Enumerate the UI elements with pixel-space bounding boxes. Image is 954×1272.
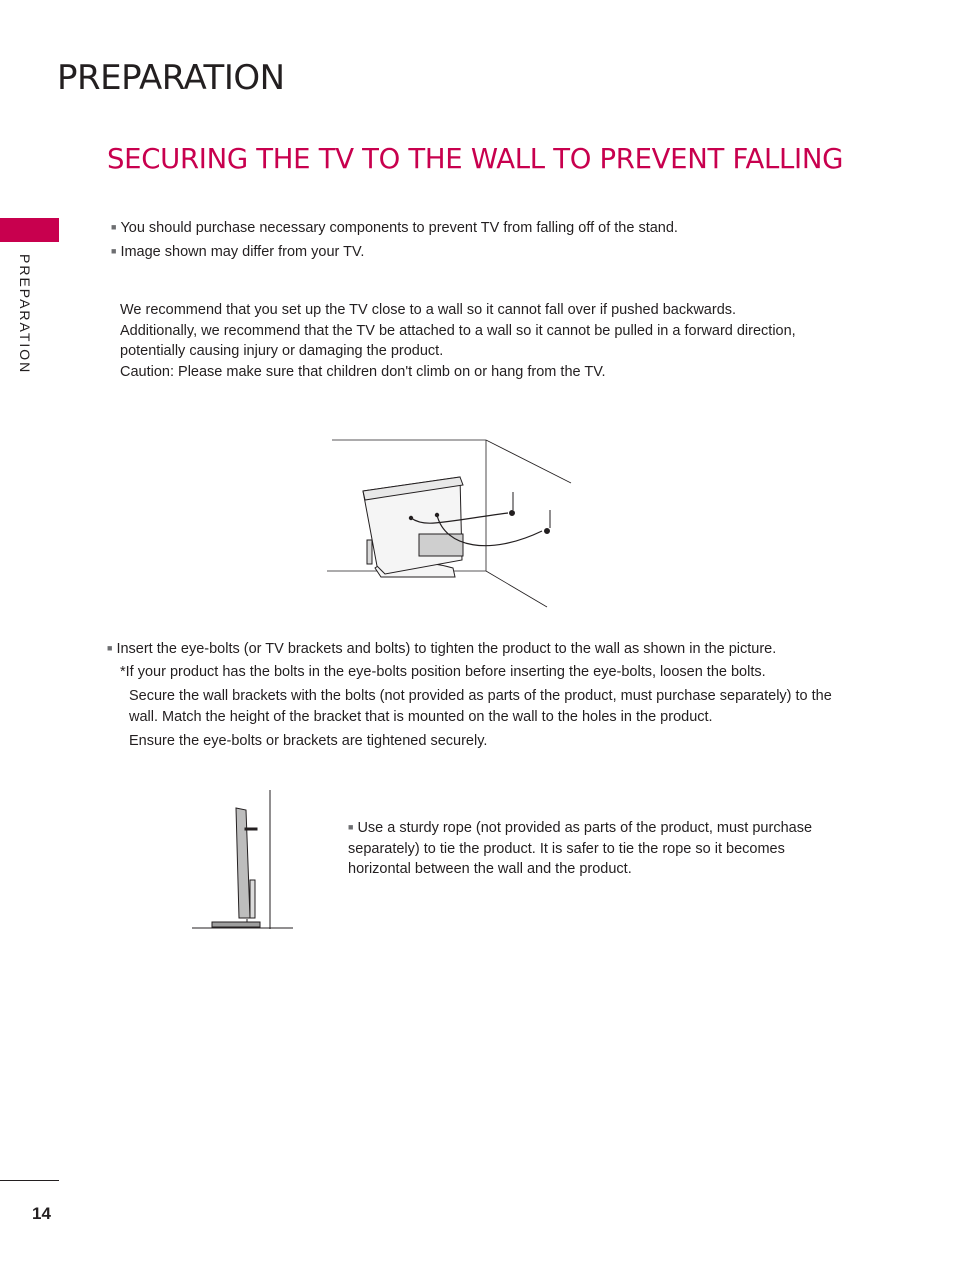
step-asterisk: *If your product has the bolts in the eye-bolts position before inserting the eye-bolts, loosen the bolts. — [120, 664, 766, 680]
bullet-square-icon: ■ — [348, 822, 354, 832]
note-text: You should purchase necessary components to prevent TV from falling off of the stand. — [120, 220, 678, 236]
step-text: Insert the eye-bolts (or TV brackets and bolts) to tighten the product to the wall as shown in the picture. — [116, 641, 777, 657]
eye-bolt-icon — [510, 492, 551, 534]
intro-line: We recommend that you set up the TV close to a wall so it cannot fall over if pushed backwards. — [120, 302, 737, 318]
step-ensure: Ensure the eye-bolts or brackets are tightened securely. — [129, 733, 488, 749]
step-secure: Secure the wall brackets with the bolts (not provided as parts of the product, must purchase separately) to the wall. Match the height of the bracket that is mounted on the wall to the holes in the product. — [129, 688, 832, 725]
bullet-square-icon: ■ — [111, 222, 117, 232]
wall-mount-illustration — [325, 436, 575, 608]
page-header: PREPARATION — [57, 58, 285, 98]
note-purchase — [111, 217, 678, 238]
side-tab-marker — [0, 218, 59, 242]
side-section-label: PREPARATION — [17, 254, 33, 375]
rope-note-text: Use a sturdy rope (not provided as parts of the product, must purchase separately) to tie the product. It is safer to tie the rope so it becomes horizontal between the wall and the product. — [348, 820, 813, 877]
bullet-square-icon: ■ — [111, 246, 117, 256]
section-title: SECURING THE TV TO THE WALL TO PREVENT FALLING — [107, 143, 844, 175]
tv-side-icon — [212, 808, 260, 927]
tv-back-icon — [363, 477, 463, 577]
footer-rule — [0, 1180, 59, 1181]
page-number: 14 — [32, 1204, 51, 1223]
intro-paragraph — [120, 300, 858, 382]
intro-line: Caution: Please make sure that children don't climb on or hang from the TV. — [120, 363, 606, 380]
rope-note — [348, 817, 820, 880]
note-text: Image shown may differ from your TV. — [120, 244, 365, 260]
intro-line: Additionally, we recommend that the TV be attached to a wall so it cannot be pulled in a forward direction, potentially causing injury or damaging the product. — [120, 322, 796, 359]
bullet-square-icon: ■ — [107, 643, 113, 653]
note-image — [111, 241, 364, 262]
side-view-illustration — [190, 788, 296, 932]
step-insert — [107, 638, 776, 659]
